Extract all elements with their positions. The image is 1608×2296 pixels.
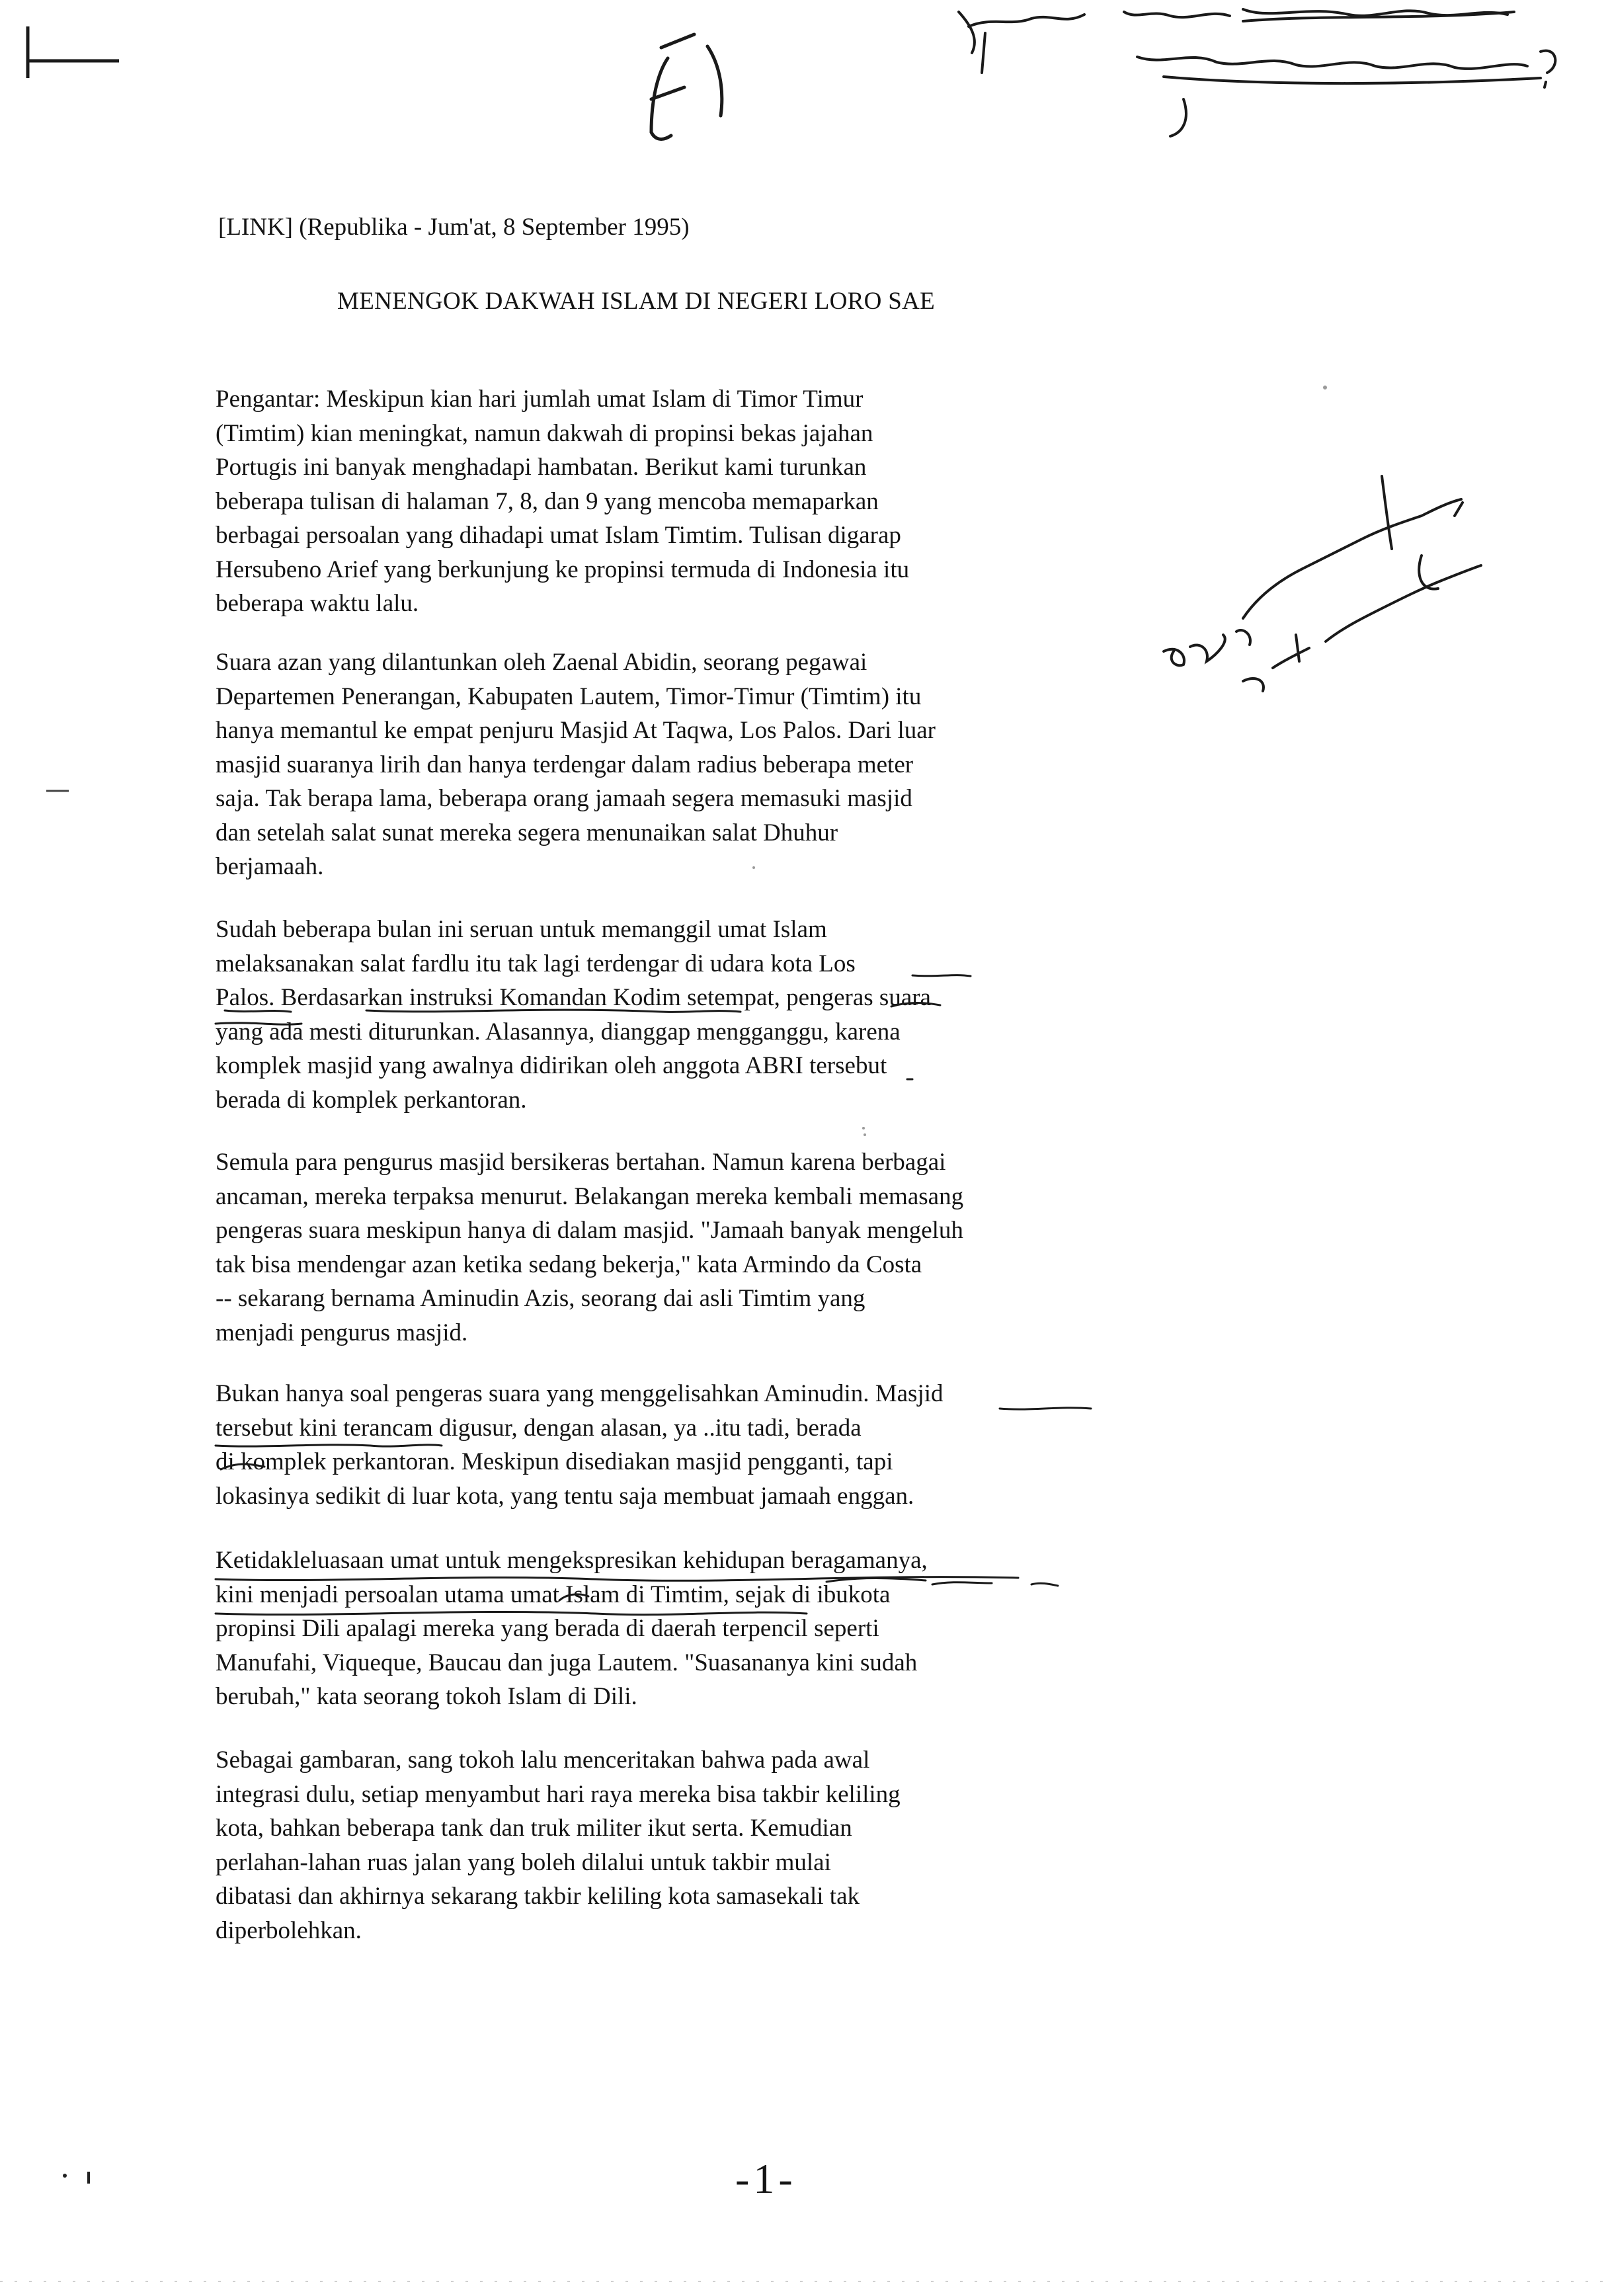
text-line: tak bisa mendengar azan ketika sedang bekerja," kata Armindo da Costa [216, 1250, 922, 1278]
article-title: MENENGOK DAKWAH ISLAM DI NEGERI LORO SAE [337, 288, 936, 315]
text-line: Manufahi, Viqueque, Baucau dan juga Lautem. "Suasananya kini sudah [216, 1649, 918, 1676]
text-line: (Timtim) kian meningkat, namun dakwah di propinsi bekas jajahan [216, 419, 873, 447]
handwritten-top-note [959, 9, 1555, 136]
text-line: Suara azan yang dilantunkan oleh Zaenal Abidin, seorang pegawai [216, 649, 867, 676]
text-line: yang ada mesti diturunkan. Alasannya, dianggap mengganggu, karena [216, 1018, 901, 1046]
text-line: kota, bahkan beberapa tank dan truk militer ikut serta. Kemudian [216, 1815, 852, 1842]
text-line: Semula para pengurus masjid bersikeras bertahan. Namun karena berbagai [216, 1149, 946, 1176]
text-line: berjamaah. [216, 853, 324, 880]
source-line: [LINK] (Republika - Jum'at, 8 September 1995) [218, 214, 690, 241]
scan-mark-top-left [28, 26, 119, 78]
handwritten-corner-mark [651, 34, 722, 139]
text-line: berada di komplek perkantoran. [216, 1086, 527, 1114]
text-line: beberapa tulisan di halaman 7, 8, dan 9 yang mencoba memaparkan [216, 487, 879, 515]
text-line: Hersubeno Arief yang berkunjung ke propinsi termuda di Indonesia itu [216, 555, 910, 583]
text-line: berubah," kata seorang tokoh Islam di Dili. [216, 1683, 637, 1710]
text-line: Pengantar: Meskipun kian hari jumlah umat Islam di Timor Timur [216, 386, 864, 413]
text-line: ancaman, mereka terpaksa menurut. Belakangan mereka kembali memasang [216, 1182, 964, 1210]
text-line: di komplek perkantoran. Meskipun disediakan masjid pengganti, tapi [216, 1448, 893, 1475]
text-line: pengeras suara meskipun hanya di dalam masjid. "Jamaah banyak mengeluh [216, 1217, 963, 1244]
text-line: dan setelah salat sunat mereka segera menunaikan salat Dhuhur [216, 819, 838, 846]
text-line: integrasi dulu, setiap menyambut hari raya mereka bisa takbir keliling [216, 1780, 901, 1808]
text-line: Sudah beberapa bulan ini seruan untuk memanggil umat Islam [216, 916, 827, 943]
text-line: saja. Tak berapa lama, beberapa orang jamaah segera memasuki masjid [216, 785, 912, 812]
text-line: propinsi Dili apalagi mereka yang berada di daerah terpencil seperti [216, 1615, 879, 1642]
text-line: Portugis ini banyak menghadapi hambatan. Berikut kami turunkan [216, 454, 867, 481]
scan-mark-bottom-left [63, 2172, 90, 2184]
text-line: tersebut kini terancam digusur, dengan alasan, ya ..itu tadi, berada [216, 1414, 862, 1442]
page-number: -1- [735, 2155, 797, 2202]
text-line: dibatasi dan akhirnya sekarang takbir keliling kota samasekali tak [216, 1883, 860, 1910]
text-line: menjadi pengurus masjid. [216, 1319, 468, 1346]
text-line: berbagai persoalan yang dihadapi umat Islam Timtim. Tulisan digarap [216, 522, 901, 549]
text-line: diperbolehkan. [216, 1916, 362, 1944]
text-line: hanya memantul ke empat penjuru Masjid At Taqwa, Los Palos. Dari luar [216, 717, 936, 744]
text-line: Bukan hanya soal pengeras suara yang menggelisahkan Aminudin. Masjid [216, 1380, 944, 1407]
text-line: Palos. Berdasarkan instruksi Komandan Kodim setempat, pengeras suara [216, 984, 931, 1011]
handwritten-underlines [216, 975, 1091, 1615]
text-line: Ketidakleluasaan umat untuk mengekspresikan kehidupan beragamanya, [216, 1547, 928, 1574]
text-line: kini menjadi persoalan utama umat Islam di Timtim, sejak di ibukota [216, 1580, 891, 1608]
text-line: Departemen Penerangan, Kabupaten Lautem, Timor-Timur (Timtim) itu [216, 682, 922, 710]
handwritten-margin-note [1164, 476, 1481, 691]
scan-artifacts [752, 386, 1327, 1136]
text-line: lokasinya sedikit di luar kota, yang tentu saja membuat jamaah enggan. [216, 1482, 914, 1510]
text-line: perlahan-lahan ruas jalan yang boleh dilalui untuk takbir mulai [216, 1848, 831, 1876]
text-line: komplek masjid yang awalnya didirikan oleh anggota ABRI tersebut [216, 1052, 887, 1079]
text-line: masjid suaranya lirih dan hanya terdengar dalam radius beberapa meter [216, 751, 914, 778]
text-line: beberapa waktu lalu. [216, 590, 419, 617]
text-line: -- sekarang bernama Aminudin Azis, seorang dai asli Timtim yang [216, 1285, 865, 1312]
text-line: melaksanakan salat fardlu itu tak lagi terdengar di udara kota Los [216, 950, 856, 977]
text-line: Sebagai gambaran, sang tokoh lalu menceritakan bahwa pada awal [216, 1746, 870, 1774]
